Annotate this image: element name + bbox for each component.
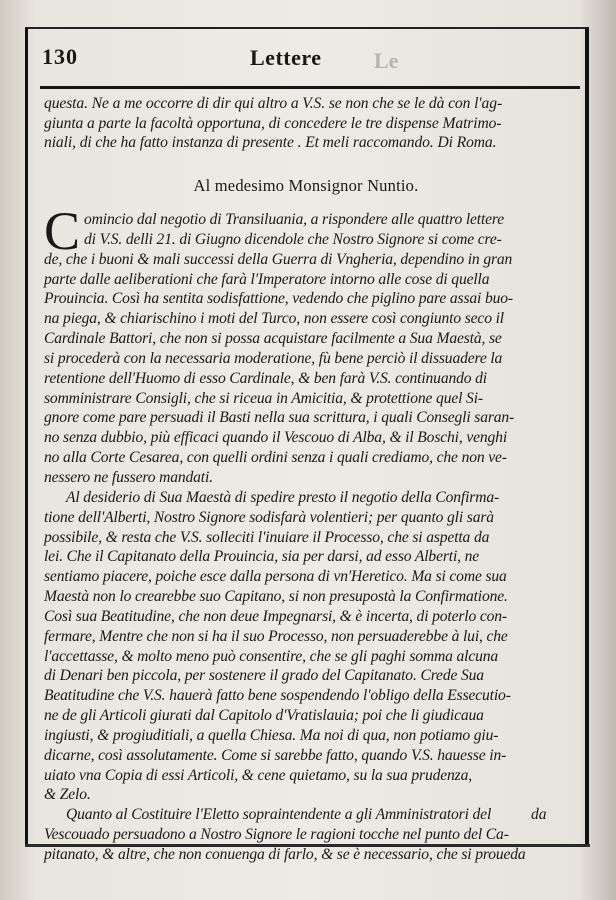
text-line: retentione dell'Huomo di esso Cardinale, & ben farà V.S. continuando di [44,369,487,387]
text-line: l'accettasse, & molto meno può consentire, che se gli paghi somma alcuna [44,647,499,665]
text-line: Quanto al Costituire l'Eletto sopraintendente a gli Amministratori del [66,806,492,824]
text-line: fermare, Mentre che non si ha il suo Processo, non persuaderebbe à lui, che [44,627,508,645]
text-line: questa. Ne a me occorre di dir qui altro a V.S. se non che se le dà con l'ag- [44,95,503,112]
text-line: Al desiderio di Sua Maestà di spedire presto il negotio della Confirma- [66,488,500,506]
text-line: somministrare Consigli, che si riceua in Amicitia, & protettione quel Si- [44,389,483,407]
text-line: omincio dal negotio di Transiluania, a rispondere alle quattro lettere [84,211,505,228]
text-line: de, che i buoni & mali successi della Guerra di Vngheria, dependino in gran [44,250,513,268]
text-line: pitanato, & altre, che non conuenga di farlo, & se è necessario, che si proueda [44,846,526,863]
running-title: Lettere [250,45,322,70]
text-line: sentiamo piacere, poiche esce dalla persona di vn'Heretico. Ma si come sua [44,568,507,586]
text-line: na piega, & chiarischino i moti del Turco, non essere così congiunto seco il [44,310,504,328]
text-line: nessero ne fussero mandati. [44,468,213,486]
text-line: Così sua Beatitudine, che non deue Impegnarsi, & è incerta, di poterlo con- [44,607,507,625]
bleed-through-text: Le [374,48,399,73]
text-line: Beatitudine che V.S. hauerà fatto bene sospendendo l'obligo della Essecutio- [44,687,511,705]
letter-body [44,201,568,865]
text-line: & Zelo. [44,786,91,804]
text-line: Maestà non lo crearebbe suo Capitano, si non presupostà la Confirmatione. [44,588,508,606]
text-line: di Denari ben piccola, per sostenere il grado del Capitanato. Crede Sua [44,667,484,685]
text-line: ne de gli Articoli giurati dal Capitolo d'Vratislauia; poi che li giudicaua [44,707,484,725]
text-line: ingiusti, & progiuditiali, a quella Chiesa. Ma noi di qua, non potiamo giu- [44,726,499,744]
text-line: si procederà con la necessaria moderatione, fù bene perciò il dissuadere la [44,349,503,367]
text-line: no alla Corte Cesarea, con quelli ordini senza i quali crediamo, che non ve- [44,449,507,467]
text-line: Cardinale Battori, che non si possa acquistare facilmente a Sua Maestà, se [44,330,502,348]
letter-heading: Al medesimo Monsignor Nuntio. [193,176,419,195]
text-line: gnore come pare persuadi il Basti nella sua scrittura, i quali Consegli saran- [44,409,515,427]
header-rule [40,86,580,89]
opening-paragraph [44,94,568,153]
text-line: possibile, & resta che V.S. solleciti l'inuiare il Processo, che si aspetta da [44,528,490,546]
page-number: 130 [42,44,78,69]
drop-cap: C [44,201,81,261]
running-header [40,44,580,84]
text-line: giunta a parte la facoltà opportuna, di concedere le tre dispense Matrimo- [44,114,502,132]
text-line: di V.S. delli 21. di Giugno dicendole che Nostro Signore si come cre- [84,230,502,248]
text-line: lei. Che il Capitanato della Prouincia, sia per darsi, ad esso Alberti, ne [44,548,480,566]
text-line: parte dalle aeliberationi che farà l'Imperatore intorno alle cose di quella [44,270,490,288]
text-line: niali, di che ha fatto instanza di presente . Et meli raccomando. Di Roma. [44,134,497,152]
text-line: dicarne, così assolutamente. Come si sarebbe fatto, quando V.S. hauesse in- [44,746,507,764]
catchword: da [531,806,547,823]
text-line: tione dell'Alberti, Nostro Signore sodisfarà volentieri; per quanto gli sarà [44,508,494,526]
text-line: Vescouado persuadono a Nostro Signore le ragioni tocche nel punto del Ca- [44,826,509,844]
text-line: uiato vna Copia di essi Articoli, & cene quietamo, su la sua prudenza, [44,766,472,784]
text-line: Prouincia. Così ha sentita sodisfattione, vedendo che piglino pare assai buo- [44,290,513,308]
text-line: no senza dubbio, più efficaci quando il Vescouo di Alba, & il Boschi, venghi [44,429,507,447]
